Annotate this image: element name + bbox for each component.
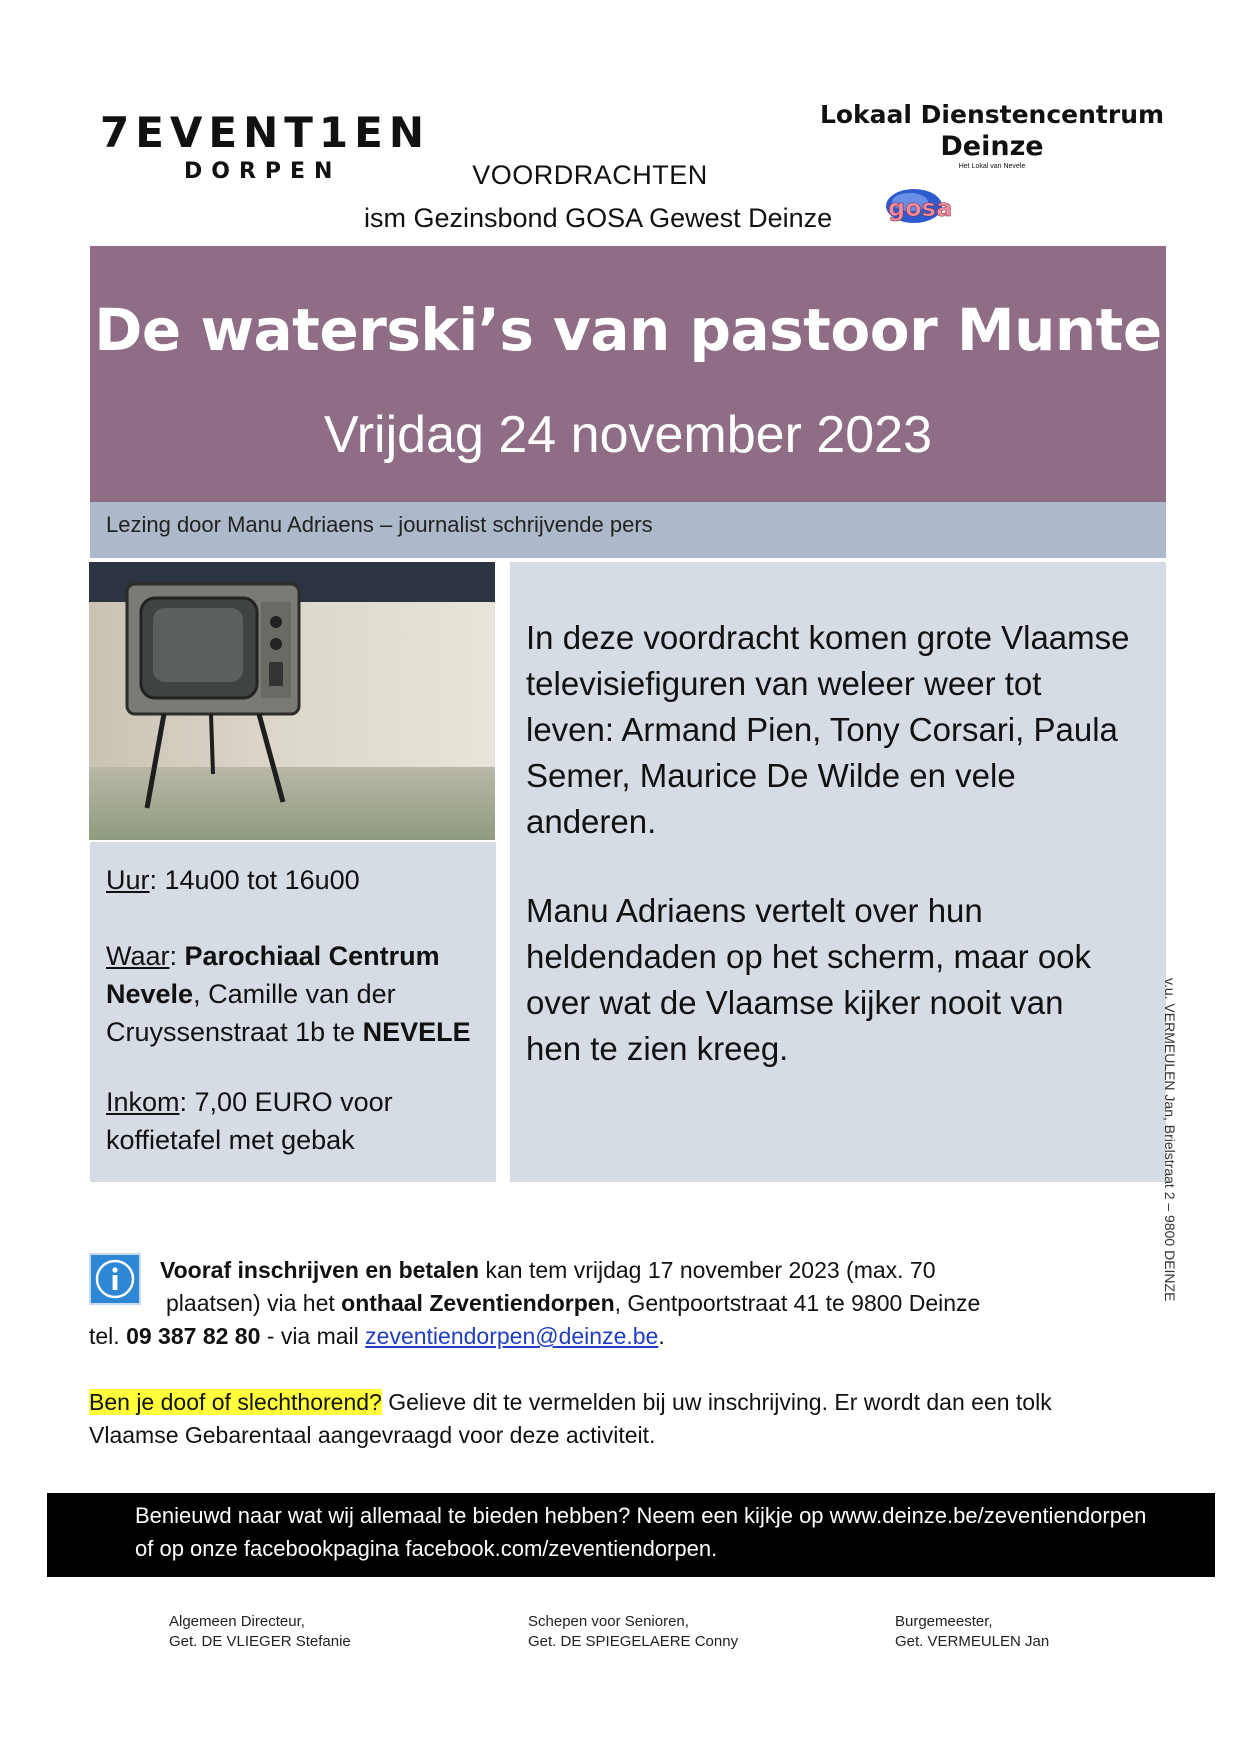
footer-bar-line-2: of op onze facebookpagina facebook.com/zeventiendorpen. xyxy=(135,1536,718,1561)
signature-director xyxy=(169,1612,351,1652)
description-paragraph-1 xyxy=(526,615,1158,845)
gosa-logo-text: gosa xyxy=(888,194,953,222)
accessibility-line-1 xyxy=(89,1386,1052,1419)
location-info xyxy=(106,937,471,1051)
accessibility-text: Gelieve dit te vermelden bij uw inschrijving. Er wordt dan een tolk xyxy=(381,1389,1052,1415)
price-info xyxy=(106,1083,393,1159)
header-label: VOORDRACHTEN xyxy=(472,160,708,190)
signature-role: Algemeen Directeur, xyxy=(169,1613,305,1630)
ldc-logo-tagline: Het Lokal van Nevele xyxy=(958,163,1026,170)
signature-role: Schepen voor Senioren, xyxy=(528,1613,689,1630)
gosa-logo xyxy=(880,182,956,232)
event-date: Vrijdag 24 november 2023 xyxy=(323,406,933,464)
logo-text-line1: 7EVENT1EN xyxy=(100,108,430,157)
location-venue: Parochiaal Centrum xyxy=(184,941,440,971)
header-partner: ism Gezinsbond GOSA Gewest Deinze xyxy=(364,203,833,233)
publisher-note: v.u. VERMEULEN Jan, Brielstraat 2 – 9800 DEINZE xyxy=(1162,978,1178,1302)
registration-desk: onthaal Zeventiendorpen xyxy=(341,1290,615,1316)
signature-name: Get. DE SPIEGELAERE Conny xyxy=(528,1633,739,1650)
signature-name: Get. DE VLIEGER Stefanie xyxy=(169,1633,351,1650)
registration-deadline-bold: Vooraf inschrijven en betalen xyxy=(160,1257,480,1283)
registration-line-3 xyxy=(89,1320,665,1353)
info-icon xyxy=(89,1253,141,1305)
ldc-logo-line2: Deinze xyxy=(940,131,1044,162)
description-line: over wat de Vlaamse kijker nooit van xyxy=(526,984,1064,1021)
description-line: anderen. xyxy=(526,803,657,840)
price-description: koffietafel met gebak xyxy=(106,1125,355,1155)
description-line: televisiefiguren van weleer weer tot xyxy=(526,665,1042,702)
description-paragraph-2 xyxy=(526,888,1158,1072)
phone-number: 09 387 82 80 xyxy=(126,1323,261,1349)
location-label: Waar xyxy=(106,941,170,971)
location-separator: : xyxy=(169,941,185,971)
description-line: In deze voordracht komen grote Vlaamse xyxy=(526,619,1130,656)
signature-name: Get. VERMEULEN Jan xyxy=(895,1633,1050,1650)
description-line: hen te zien kreeg. xyxy=(526,1030,789,1067)
registration-line-2 xyxy=(166,1287,980,1320)
location-street: , Camille van der xyxy=(193,979,396,1009)
registration-via-text: plaatsen) via het xyxy=(166,1290,342,1316)
logo-text-line2: DORPEN xyxy=(184,159,342,184)
event-title: De waterski’s van pastoor Munte xyxy=(94,296,1162,364)
description-line: Semer, Maurice De Wilde en vele xyxy=(526,757,1016,794)
location-street-2: Cruyssenstraat 1b te xyxy=(106,1017,363,1047)
mail-label: - via mail xyxy=(260,1323,366,1349)
registration-address: , Gentpoortstraat 41 te 9800 Deinze xyxy=(614,1290,981,1316)
location-town: NEVELE xyxy=(362,1017,471,1047)
accessibility-line-2: Vlaamse Gebarentaal aangevraagd voor deze activiteit. xyxy=(89,1422,656,1448)
ldc-logo-line1: Lokaal Dienstencentrum xyxy=(819,100,1165,129)
description-line: Manu Adriaens vertelt over hun xyxy=(526,892,983,929)
description-line: leven: Armand Pien, Tony Corsari, Paula xyxy=(526,711,1118,748)
price-label: Inkom xyxy=(106,1087,180,1117)
signature-role: Burgemeester, xyxy=(895,1613,993,1630)
vintage-tv-photo xyxy=(89,562,495,840)
phone-label: tel. xyxy=(89,1323,127,1349)
email-link[interactable]: zeventiendorpen@deinze.be xyxy=(365,1323,659,1349)
description-line: heldendaden op het scherm, maar ook xyxy=(526,938,1092,975)
signature-alderman xyxy=(528,1612,738,1652)
time-value: : 14u00 tot 16u00 xyxy=(149,865,360,895)
registration-line-1 xyxy=(160,1254,936,1287)
time-label: Uur xyxy=(106,865,150,895)
footer-bar-line-1: Benieuwd naar wat wij allemaal te bieden hebben? Neem een kijkje op www.deinze.be/zeventiendorpen xyxy=(135,1503,1147,1528)
registration-deadline-text: kan tem vrijdag 17 november 2023 (max. 70 xyxy=(479,1257,936,1283)
location-venue-town: Nevele xyxy=(106,979,194,1009)
signature-mayor xyxy=(895,1612,1049,1652)
price-value: : 7,00 EURO voor xyxy=(179,1087,393,1117)
registration-end: . xyxy=(658,1323,665,1349)
time-info xyxy=(106,861,360,899)
accessibility-highlight: Ben je doof of slechthorend? xyxy=(89,1389,382,1415)
speaker-text: Lezing door Manu Adriaens – journalist schrijvende pers xyxy=(106,512,653,537)
